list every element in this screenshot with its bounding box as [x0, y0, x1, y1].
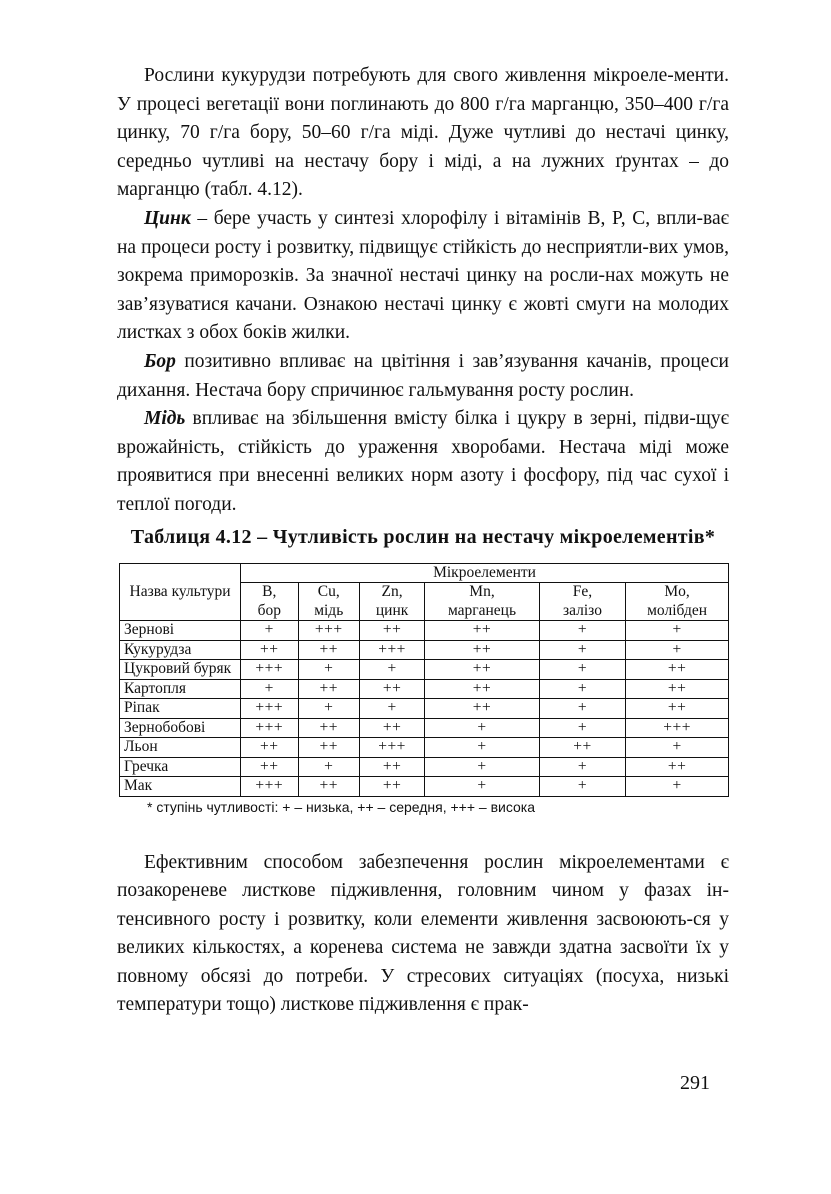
element-header-2 [359, 583, 424, 621]
sensitivity-value: ++ [359, 679, 424, 699]
sensitivity-value: + [298, 660, 359, 680]
element-symbol: Mn, [469, 583, 495, 600]
sensitivity-value: ++ [359, 621, 424, 641]
sensitivity-value: + [539, 621, 625, 641]
paragraph-zinc [117, 205, 729, 348]
term-zinc: Цинк [144, 207, 191, 229]
group-header-microelements: Мікроелементи [241, 563, 729, 583]
sensitivity-value: ++ [298, 640, 359, 660]
crop-name: Кукурудза [120, 640, 241, 660]
sensitivity-value: ++ [298, 738, 359, 758]
sensitivity-value: + [539, 679, 625, 699]
sensitivity-value: ++ [298, 679, 359, 699]
element-symbol: Fe, [572, 583, 593, 600]
sensitivity-value: + [539, 757, 625, 777]
sensitivity-value: +++ [241, 718, 299, 738]
sensitivity-table [119, 563, 729, 797]
element-name: залізо [562, 601, 602, 619]
sensitivity-value: ++ [425, 660, 540, 680]
sensitivity-value: + [626, 738, 729, 758]
element-name: молібден [647, 601, 708, 619]
sensitivity-value: ++ [359, 718, 424, 738]
sensitivity-value: ++ [425, 640, 540, 660]
crop-name: Ріпак [120, 699, 241, 719]
crop-name: Цукровий буряк [120, 660, 241, 680]
sensitivity-value: ++ [626, 660, 729, 680]
crop-name: Мак [120, 777, 241, 797]
sensitivity-value: + [425, 738, 540, 758]
crop-name: Зернобобові [120, 718, 241, 738]
sensitivity-value: + [298, 699, 359, 719]
table-row [120, 757, 729, 777]
sensitivity-value: ++ [626, 757, 729, 777]
paragraph-boron [117, 348, 729, 405]
crop-name: Зернові [120, 621, 241, 641]
crop-name: Картопля [120, 679, 241, 699]
table-row [120, 679, 729, 699]
sensitivity-value: + [626, 621, 729, 641]
sensitivity-value: + [241, 621, 299, 641]
paragraph-boron-text: позитивно впливає на цвітіння і зав’язування качанів, процеси дихання. Нестача бору спричинює гальмування росту рослин. [117, 350, 729, 401]
page-content [117, 62, 729, 1020]
paragraph-copper [117, 405, 729, 519]
sensitivity-value: ++ [626, 679, 729, 699]
crop-name: Гречка [120, 757, 241, 777]
sensitivity-value: ++ [241, 738, 299, 758]
sensitivity-value: + [425, 718, 540, 738]
sensitivity-value: + [539, 777, 625, 797]
sensitivity-value: + [359, 660, 424, 680]
table-row [120, 699, 729, 719]
sensitivity-value: ++ [425, 699, 540, 719]
sensitivity-value: +++ [241, 660, 299, 680]
sensitivity-value: ++ [626, 699, 729, 719]
sensitivity-value: ++ [241, 640, 299, 660]
element-header-1 [298, 583, 359, 621]
paragraph-1-text: Рослини кукурудзи потребують для свого живлення мікроеле-менти. У процесі вегетації вони поглинають до 800 г/га марганцю, 350–400 г/га цинку, 70 г/га бору, 50–60 г/га міді. Дуже чутливі до нестачі цинку, середньо чутливі на нестачу бору і міді, а на лужних ґрунтах – до марганцю (табл. 4.12). [117, 65, 729, 201]
table-row [120, 660, 729, 680]
element-header-5 [626, 583, 729, 621]
sensitivity-value: ++ [359, 757, 424, 777]
element-symbol: Zn, [381, 583, 403, 600]
table-footnote: * ступінь чутливості: + – низька, ++ – середня, +++ – висока [147, 798, 536, 815]
sensitivity-value: + [425, 777, 540, 797]
table-caption: Таблиця 4.12 – Чутливість рослин на нестачу мікроелементів* [130, 525, 716, 548]
element-header-0 [241, 583, 299, 621]
sensitivity-value: + [359, 699, 424, 719]
sensitivity-value: ++ [539, 738, 625, 758]
col-header-crop: Назва культури [120, 563, 241, 621]
sensitivity-value: +++ [626, 718, 729, 738]
table-row [120, 621, 729, 641]
sensitivity-value: + [539, 699, 625, 719]
element-symbol: B, [262, 583, 277, 600]
sensitivity-value: +++ [241, 777, 299, 797]
paragraph-copper-text: впливає на збільшення вмісту білка і цукру в зерні, підви-щує врожайність, стійкість до ураження хворобами. Нестача міді може проявитися при внесенні великих норм азоту і фосфору, під час сухої і теплої погоди. [117, 408, 729, 515]
sensitivity-value: + [539, 640, 625, 660]
sensitivity-value: +++ [359, 640, 424, 660]
element-symbol: Cu, [317, 583, 340, 600]
table-row [120, 738, 729, 758]
sensitivity-value: +++ [298, 621, 359, 641]
term-copper: Мідь [144, 408, 186, 430]
paragraph-after-1: Ефективним способом забезпечення рослин мікроелементами є позакореневе листкове підживлення, головним чином у фазах ін-тенсивного росту і розвитку, коли елементи живлення засвоюють-ся у великих кількостях, а коренева система не завжди здатна засвоїти їх у повному обсязі до потреби. У стресових ситуаціях (посуха, низькі температури тощо) листкове підживлення є прак- [117, 851, 729, 1016]
sensitivity-value: ++ [241, 757, 299, 777]
sensitivity-value: + [539, 718, 625, 738]
crop-name: Льон [120, 738, 241, 758]
sensitivity-value: + [626, 640, 729, 660]
element-name: мідь [314, 601, 344, 619]
sensitivity-value: + [539, 660, 625, 680]
sensitivity-value: + [298, 757, 359, 777]
sensitivity-value: + [241, 679, 299, 699]
sensitivity-value: + [425, 757, 540, 777]
table-row [120, 777, 729, 797]
element-name: цинк [375, 601, 409, 619]
element-symbol: Mo, [664, 583, 690, 600]
term-boron: Бор [144, 350, 176, 372]
paragraph-1 [117, 62, 729, 205]
sensitivity-value: +++ [241, 699, 299, 719]
sensitivity-value: ++ [359, 777, 424, 797]
table-body [120, 621, 729, 797]
element-name: бор [257, 601, 281, 619]
sensitivity-value: ++ [425, 679, 540, 699]
paragraph-zinc-text: – бере участь у синтезі хлорофілу і вітамінів B, P, C, впли-ває на процеси росту і розвитку, підвищує стійкість до несприятли-вих умов, зокрема приморозків. За значної нестачі цинку на росли-нах можуть не зав’язуватися качани. Ознакою нестачі цинку є жовті смуги на молодих листках з обох боків жилки. [117, 207, 729, 344]
element-name: марганець [447, 601, 517, 619]
table-row [120, 718, 729, 738]
sensitivity-value: ++ [425, 621, 540, 641]
sensitivity-value: ++ [298, 777, 359, 797]
element-header-4 [539, 583, 625, 621]
table-row [120, 640, 729, 660]
page-number: 291 [680, 1072, 710, 1094]
sensitivity-value: +++ [359, 738, 424, 758]
element-header-3 [425, 583, 540, 621]
sensitivity-value: + [626, 777, 729, 797]
sensitivity-value: ++ [298, 718, 359, 738]
